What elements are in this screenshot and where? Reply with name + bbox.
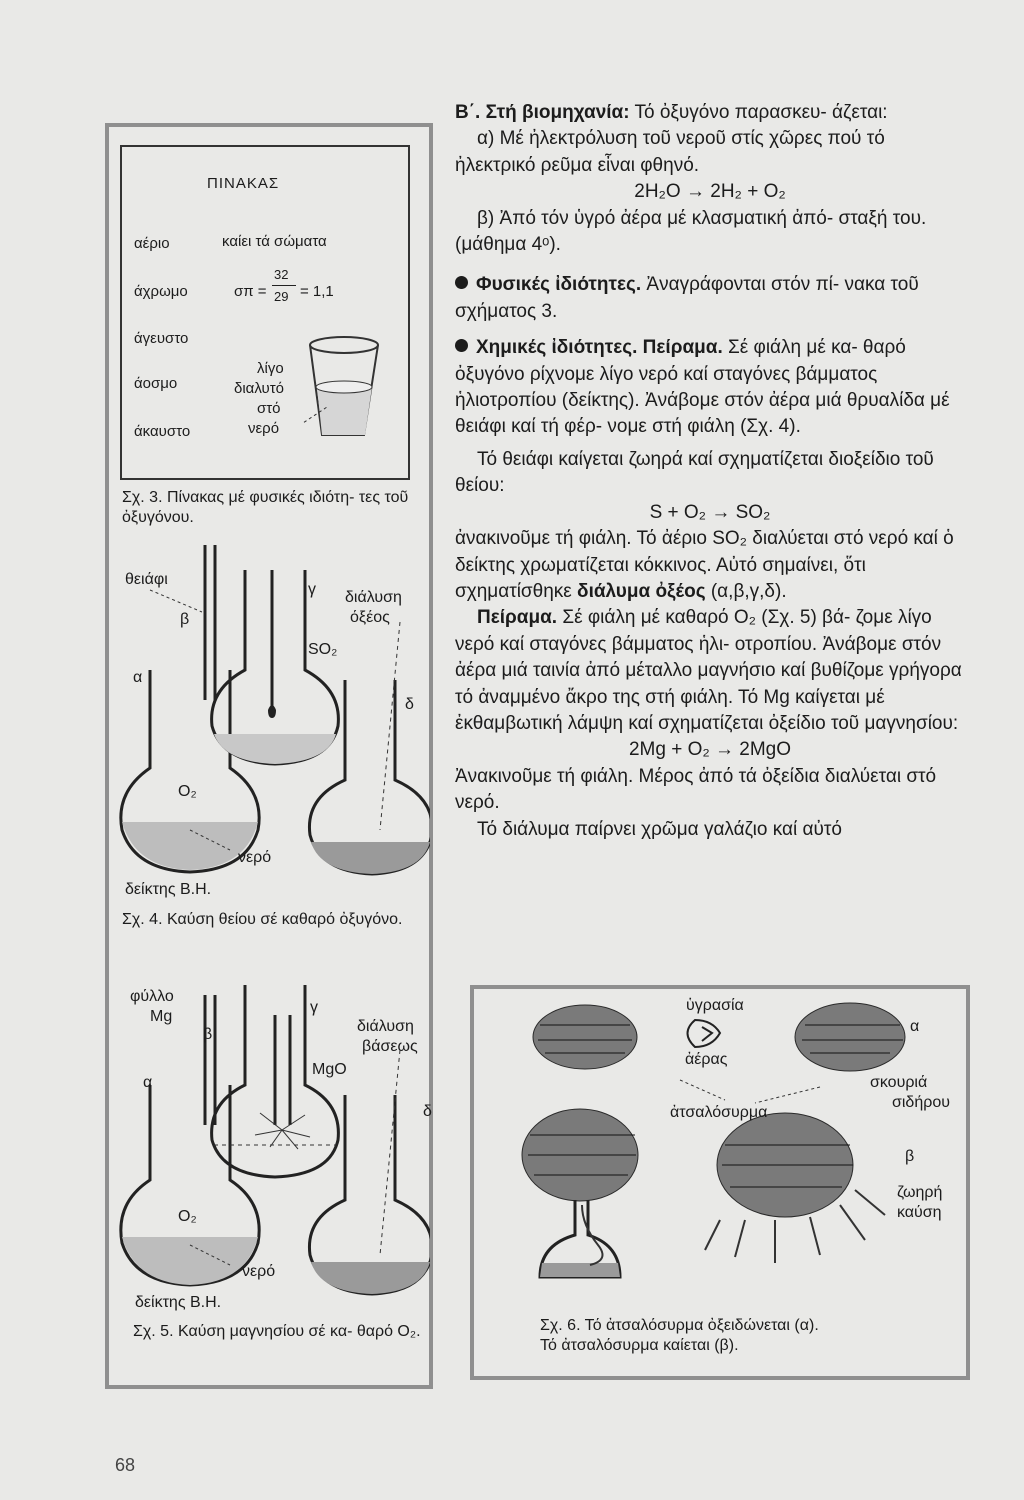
acid-solution-term: διάλυμα ὀξέος bbox=[577, 580, 706, 602]
fractional-distillation-paragraph: β) Ἀπό τόν ὑγρό ἀέρα μέ κλασματική ἀπό- σταξή του. (μάθημα 4ᵒ). bbox=[455, 207, 927, 256]
fig5-label-indicator: δείκτης Β.Η. bbox=[135, 1294, 222, 1311]
fig4-label-acid: όξέος bbox=[350, 609, 390, 626]
fig5-label-base: βάσεως bbox=[362, 1038, 418, 1055]
fig6-label-beta: β bbox=[905, 1148, 915, 1165]
shake-flask-text: ἀνακινοῦμε τή φιάλη. Τό ἀέριο SO₂ διαλύεται στό νερό καί ὁ δείκτης χρωματίζεται κόκκινος. Αὐτό σημαίνει, ὅτι σχηματίσθηκε bbox=[455, 528, 954, 602]
solubility-2: διαλυτό bbox=[234, 380, 284, 397]
fig6-label-steel-wool: ἀτσαλόσυρμα bbox=[670, 1104, 768, 1121]
experiment2-text: Σέ φιάλη μέ καθαρό O₂ (Σχ. 5) βά- ζομε λίγο νερό καί σταγόνες βάμματος ἡλι- οτροπίου. Ἀνάβομε στόν ἀέρα μιά ταινία ἀπό μέταλλο μαγνήσιο καί βυθίζομε γρήγορα τό ἀναμμένο ἄκρο της στή φιάλη. Τό Mg καίγεται μέ ἐκθαμβωτική λάμψη καί σχηματίζεται ὀξείδιο τοῦ μαγνησίου: bbox=[455, 607, 962, 734]
fig6-caption-line1: Σχ. 6. Τό ἀτσαλόσυρμα ὀξειδώνεται (α). bbox=[540, 1317, 819, 1334]
solubility-3: στό bbox=[257, 400, 281, 417]
density-den: 29 bbox=[274, 289, 289, 304]
density-rhs: = 1,1 bbox=[300, 283, 334, 300]
fraction-bar bbox=[272, 285, 296, 286]
fig5-label-mg: Mg bbox=[150, 1008, 173, 1025]
fig6-label-rust: σκουριά bbox=[870, 1074, 928, 1091]
fig6-label-air: ἀέρας bbox=[685, 1051, 728, 1068]
density-num: 32 bbox=[274, 267, 289, 282]
electrolysis-paragraph: α) Μέ ἠλεκτρόλυση τοῦ νεροῦ στίς χῶρες πού τό ἠλεκτρικό ρεῦμα εἶναι φθηνό. bbox=[455, 128, 885, 176]
table-burns: καίει τά σώματα bbox=[222, 233, 327, 250]
solution-blue-paragraph: Τό διάλυμα παίρνει χρῶμα γαλάζιο καί αὐτό bbox=[477, 818, 842, 840]
density-lhs: σπ = bbox=[234, 283, 267, 300]
fig6-label-burning: καύση bbox=[897, 1204, 942, 1221]
equation-sulfur: S + O₂ → SO₂ bbox=[649, 501, 771, 523]
fig6-steel-wool-diagram bbox=[520, 995, 960, 1305]
fig4-label-o2: O₂ bbox=[178, 783, 197, 800]
fig4-label-sulfur: θειάφι bbox=[125, 571, 168, 588]
chemical-properties-heading: Χημικές ἰδιότητες. Πείραμα. bbox=[476, 337, 723, 359]
bullet-icon bbox=[455, 339, 468, 352]
fig4-caption: Σχ. 4. Καύση θείου σέ καθαρό ὀξυγόνο. bbox=[122, 911, 403, 928]
fig6-label-vivid: ζωηρή bbox=[897, 1184, 943, 1201]
fig5-label-o2: O₂ bbox=[178, 1208, 197, 1225]
fig5-label-solution: διάλυση bbox=[357, 1018, 414, 1035]
fig4-label-alpha: α bbox=[133, 669, 143, 686]
oxides-dissolve-paragraph: Ἀνακινοῦμε τή φιάλη. Μέρος ἀπό τά ὀξείδια διαλύεται στό νερό. bbox=[455, 765, 937, 814]
solubility-1: λίγο bbox=[257, 360, 284, 377]
fig4-label-beta: β bbox=[180, 611, 190, 628]
fig5-label-water: νερό bbox=[242, 1263, 276, 1280]
fig6-label-alpha: α bbox=[910, 1018, 920, 1035]
bullet-icon bbox=[455, 276, 468, 289]
shake-flask-end: (α,β,γ,δ). bbox=[705, 580, 787, 602]
solubility-4: νερό bbox=[248, 420, 280, 437]
fig5-caption: Σχ. 5. Καύση μαγνησίου σέ κα- θαρό O₂. bbox=[133, 1323, 421, 1340]
fig4-label-indicator: δείκτης Β.Η. bbox=[125, 881, 212, 898]
fig3-caption: Σχ. 3. Πίνακας μέ φυσικές ιδιότη- τες τοῦ ὀξυγόνου. bbox=[122, 489, 409, 526]
fig4-label-water: νερό bbox=[238, 849, 272, 866]
table-row-tasteless: άγευστο bbox=[134, 330, 189, 347]
fig5-label-beta: β bbox=[203, 1026, 213, 1043]
fig4-label-gamma: γ bbox=[308, 581, 316, 598]
fig5-label-alpha: α bbox=[143, 1074, 153, 1091]
fig4-label-solution: διάλυση bbox=[345, 589, 402, 606]
fig6-label-humidity: ὑγρασία bbox=[686, 997, 744, 1014]
fig5-label-leaf: φύλλο bbox=[130, 988, 174, 1005]
physical-properties-text: Ἀναγράφονται στόν πί- νακα τοῦ σχήματος 3. bbox=[455, 274, 919, 322]
fig5-label-delta: δ bbox=[423, 1103, 432, 1120]
fig5-label-gamma: γ bbox=[310, 999, 318, 1016]
industry-heading: Β΄. Στή βιομηχανία: bbox=[455, 102, 630, 123]
fig4-label-so2: SO₂ bbox=[308, 641, 338, 658]
physical-properties-heading: Φυσικές ἰδιότητες. bbox=[476, 274, 642, 296]
beaker-icon bbox=[302, 317, 392, 447]
experiment2-heading: Πείραμα. bbox=[477, 607, 558, 629]
equation-magnesium: 2Mg + O₂ → 2MgO bbox=[628, 739, 792, 761]
body-text bbox=[455, 100, 965, 843]
properties-table bbox=[120, 145, 410, 480]
equation-electrolysis: 2H₂O → 2H₂ + O₂ bbox=[634, 181, 786, 203]
industry-text: Τό ὀξυγόνο παρασκευ- άζεται: bbox=[629, 102, 888, 123]
chemical-properties-text: Σέ φιάλη μέ κα- θαρό ὀξυγόνο ρίχνομε λίγο νερό καί σταγόνες βάμματος ἡλιοτροπίου (δείκτης). Ἀνάβομε στόν ἀέρα μιά θρυαλίδα μέ θειάφι καί τή φέρ- νομε στή φιάλη (Σχ. 4). bbox=[455, 337, 950, 438]
fig6-caption-line2: Τό ἀτσαλόσυρμα καίεται (β). bbox=[540, 1337, 739, 1354]
page-number: 68 bbox=[115, 1455, 136, 1475]
table-row-gas: αέριο bbox=[134, 235, 170, 252]
sulfur-burns-paragraph: Τό θειάφι καίγεται ζωηρά καί σχηματίζεται διοξείδιο τοῦ θείου: bbox=[455, 448, 934, 497]
table-title: ΠΙΝΑΚΑΣ bbox=[207, 175, 280, 192]
fig4-label-delta: δ bbox=[405, 696, 414, 713]
table-row-odorless: άοσμο bbox=[134, 375, 178, 392]
table-row-colorless: άχρωμο bbox=[134, 283, 188, 300]
table-row-nonflammable: άκαυστο bbox=[134, 423, 191, 440]
fig5-label-mgo: MgO bbox=[312, 1061, 347, 1078]
fig6-label-iron: σιδήρου bbox=[892, 1094, 950, 1111]
